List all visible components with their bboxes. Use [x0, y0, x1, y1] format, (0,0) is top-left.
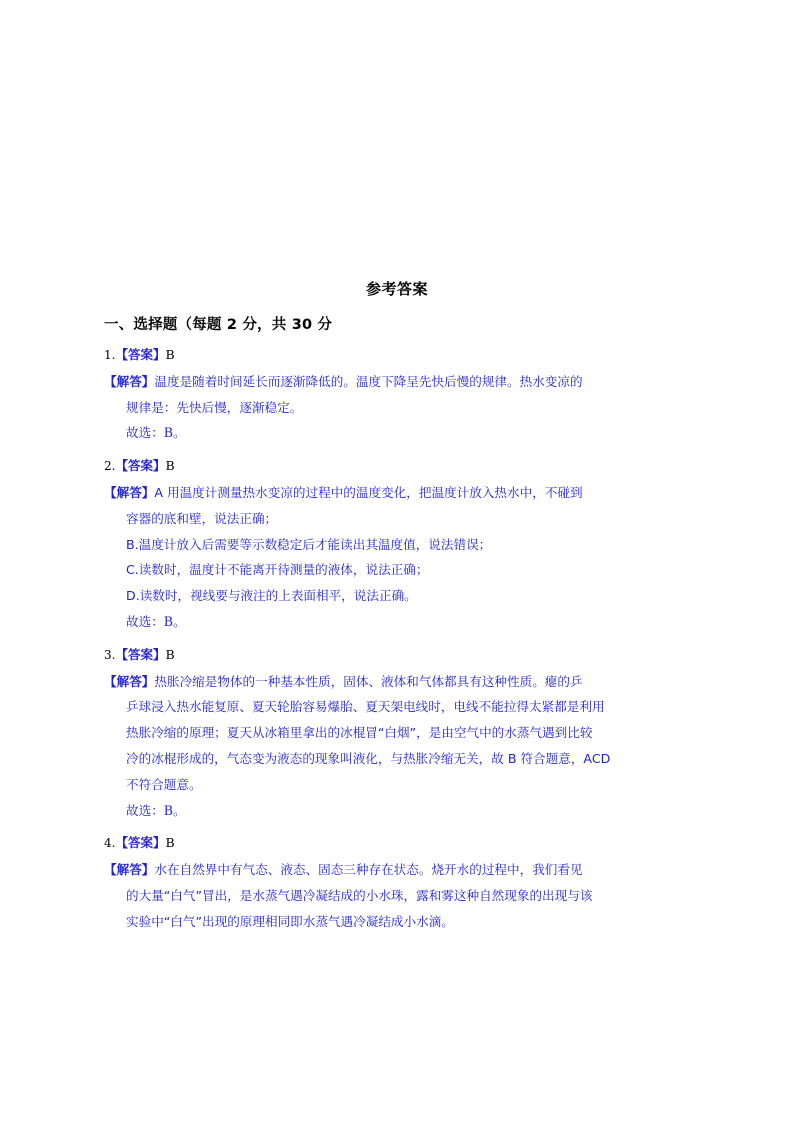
- answer-tag: 【答案】: [115, 835, 166, 851]
- explanation-line: [104, 532, 690, 558]
- explanation-line: [104, 506, 690, 532]
- explanation-text: 容器的底和壁，说法正确；: [126, 510, 278, 526]
- answer-block: [104, 457, 690, 635]
- answer-tag: 【答案】: [115, 458, 166, 474]
- explanation-line: [104, 772, 690, 798]
- explanation-line: [104, 720, 690, 746]
- explanation-line: [104, 746, 690, 772]
- choose-prefix: 故选：: [126, 425, 164, 441]
- explanation-text: 乒球浸入热水能复原、夏天轮胎容易爆胎、夏天架电线时，电线不能拉得太紧都是利用: [126, 699, 605, 715]
- answer-value: B: [165, 458, 175, 474]
- explain-tag: 【解答】: [104, 484, 155, 500]
- answer-line: [104, 646, 690, 665]
- question-number: 1.: [104, 348, 116, 362]
- choose-prefix: 故选：: [126, 614, 164, 629]
- explanation-text: 冷的冰棍形成的，气态变为液态的现象叫液化，与热胀冷缩无关，故 B 符合题意，ACD: [126, 751, 611, 766]
- choose-suffix: 。: [173, 614, 186, 629]
- explanation-text: 规律是：先快后慢，逐渐稳定。: [126, 399, 303, 415]
- answer-tag: 【答案】: [115, 646, 166, 662]
- explanation-text: 热胀冷缩是物体的一种基本性质，固体、液体和气体都具有这种性质。瘪的乒: [154, 673, 583, 689]
- choose-answer: B: [163, 614, 174, 629]
- answer-line: [104, 346, 690, 365]
- answer-block: [104, 646, 690, 824]
- explanation-text: 热胀冷缩的原理；夏天从冰箱里拿出的冰棍冒“白烟”，是由空气中的水蒸气遇到比较: [126, 725, 593, 741]
- explanation-text: 水在自然界中有气态、液态、固态三种存在状态。烧开水的过程中，我们看见: [154, 862, 583, 878]
- top-whitespace: [104, 0, 690, 278]
- explanation-text: 的大量“白气”冒出，是水蒸气遇冷凝结成的小水珠，露和雾这种自然现象的出现与该: [126, 888, 593, 903]
- explanation-line: [104, 395, 690, 421]
- explanation-line: [104, 669, 690, 695]
- choose-suffix: 。: [173, 802, 186, 818]
- answer-block: [104, 346, 690, 446]
- answer-line: [104, 457, 690, 476]
- answer-value: B: [165, 835, 175, 851]
- explanation-text: D.读数时，视线要与液注的上表面相平，说法正确。: [126, 588, 417, 604]
- explanation-text: 温度是随着时间延长而逐渐降低的。温度下降呈先快后慢的规律。热水变凉的: [154, 373, 583, 389]
- question-number: 2.: [104, 459, 116, 474]
- explanation-text: 不符合题意。: [126, 776, 202, 792]
- choose-answer: B: [163, 802, 174, 818]
- explanation-text: C.读数时，温度计不能离开待测量的液体，说法正确；: [126, 562, 429, 578]
- section-heading: 一、选择题（每题 2 分，共 30 分: [104, 317, 333, 333]
- answer-tag: 【答案】: [115, 347, 166, 362]
- explanation-line: [104, 694, 690, 720]
- explanation-line: [104, 557, 690, 583]
- explanation-line: [104, 583, 690, 609]
- answer-value: B: [165, 347, 175, 362]
- explain-tag: 【解答】: [104, 862, 155, 878]
- explanation-line: [104, 909, 690, 935]
- choose-line: [104, 798, 690, 824]
- explain-tag: 【解答】: [104, 373, 155, 389]
- explanation-text: B.温度计放入后需要等示数稳定后才能读出其温度值，说法错误；: [126, 536, 492, 552]
- explanation: [104, 669, 690, 824]
- explanation-line: [104, 369, 690, 395]
- question-number: 3.: [104, 647, 116, 662]
- explanation: [104, 857, 690, 934]
- choose-answer: B: [163, 425, 174, 441]
- question-number: 4.: [104, 836, 116, 851]
- explain-tag: 【解答】: [104, 673, 155, 689]
- choose-line: [104, 609, 690, 635]
- choose-line: [104, 420, 690, 446]
- explanation: [104, 369, 690, 446]
- choose-suffix: 。: [173, 425, 186, 441]
- answer-block: [104, 834, 690, 934]
- explanation-text: 实验中“白气”出现的原理相同即水蒸气遇冷凝结成小水滴。: [126, 913, 454, 929]
- choose-prefix: 故选：: [126, 802, 164, 818]
- answer-value: B: [165, 646, 175, 662]
- answer-line: [104, 834, 690, 853]
- explanation-text: A 用温度计测量热水变凉的过程中的温度变化，把温度计放入热水中，不碰到: [154, 484, 583, 500]
- explanation-line: [104, 857, 690, 883]
- explanation-line: [104, 480, 690, 506]
- explanation-line: [104, 883, 690, 909]
- page-title: 参考答案: [365, 280, 428, 298]
- explanation: [104, 480, 690, 635]
